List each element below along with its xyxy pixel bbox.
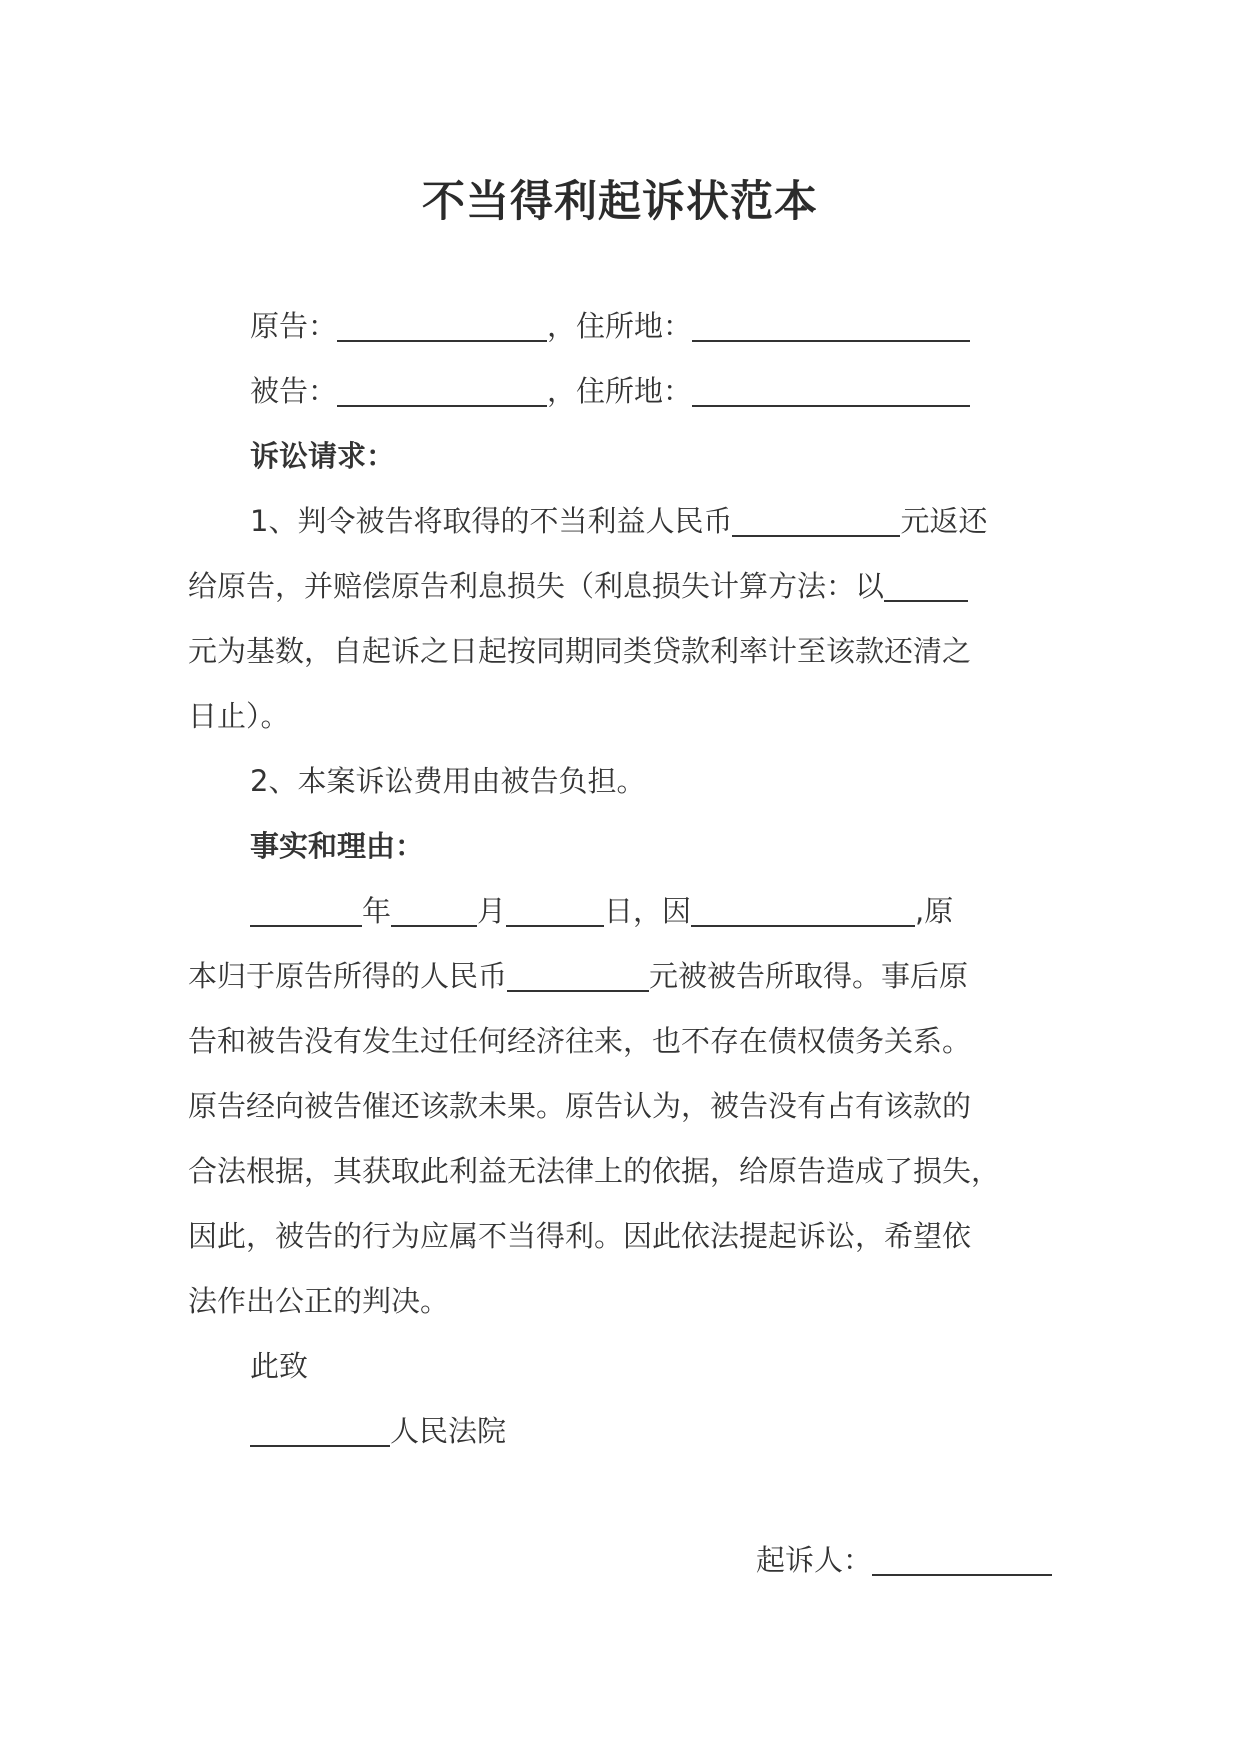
facts-amount-blank [507, 960, 649, 992]
plaintiff-line [188, 294, 1088, 359]
day-blank [506, 895, 604, 927]
facts-line5: 合法根据，其获取此利益无法律上的依据，给原告造成了损失， [188, 1154, 1001, 1188]
defendant-label: 被告： [250, 374, 338, 408]
facts-line1 [188, 879, 1088, 944]
plaintiff-signature-line [756, 1528, 1052, 1593]
interest-base-blank [884, 570, 968, 602]
defendant-line [188, 359, 1088, 424]
facts-line1-end: ,原 [915, 894, 954, 928]
day-label: 日，因 [604, 894, 692, 928]
plaintiff-label: 原告： [250, 309, 338, 343]
court-suffix: 人民法院 [390, 1414, 507, 1448]
year-label: 年 [362, 894, 392, 928]
claim1-text-c: 给原告，并赔偿原告利息损失（利息损失计算方法：以 [188, 569, 885, 603]
facts-line4: 原告经向被告催还该款未果。原告认为，被告没有占有该款的 [188, 1089, 972, 1123]
claim2-line: 2、本案诉讼费用由被告负担。 [250, 764, 646, 798]
defendant-residence-label: ，住所地： [547, 374, 693, 408]
facts-text-b: 元被被告所取得。事后原 [649, 959, 969, 993]
month-blank [391, 895, 477, 927]
claim1-text-a: 1、判令被告将取得的不当利益人民币 [250, 504, 733, 538]
facts-line3: 告和被告没有发生过任何经济往来，也不存在债权债务关系。 [188, 1024, 972, 1058]
court-line [188, 1399, 1088, 1464]
signature-label: 起诉人： [755, 1543, 872, 1577]
month-label: 月 [477, 894, 507, 928]
claims-heading: 诉讼请求： [250, 439, 396, 473]
facts-line6: 因此，被告的行为应属不当得利。因此依法提起诉讼，希望依 [188, 1219, 972, 1253]
claim1-text-b: 元返还 [900, 504, 988, 538]
document-body [188, 294, 1088, 1464]
reason-blank [691, 895, 915, 927]
facts-text-a: 本归于原告所得的人民币 [188, 959, 508, 993]
plaintiff-residence-label: ，住所地： [547, 309, 693, 343]
plaintiff-name-blank [337, 310, 547, 342]
year-blank [250, 895, 362, 927]
facts-line7: 法作出公正的判决。 [188, 1284, 450, 1318]
defendant-name-blank [337, 375, 547, 407]
claim1-line4: 日止）。 [188, 699, 290, 733]
claim1-amount-blank [732, 505, 900, 537]
facts-line2 [188, 944, 1088, 1009]
plaintiff-residence-blank [692, 310, 970, 342]
claim1-line3: 元为基数，自起诉之日起按同期同类贷款利率计至该款还清之 [188, 634, 972, 668]
court-name-blank [250, 1415, 390, 1447]
claim1-line1 [188, 489, 1088, 554]
salutation: 此致 [250, 1349, 309, 1383]
facts-heading: 事实和理由： [250, 829, 425, 863]
signature-blank [872, 1544, 1052, 1576]
claim1-line2 [188, 554, 1088, 619]
document-title: 不当得利起诉状范本 [422, 177, 818, 227]
defendant-residence-blank [692, 375, 970, 407]
